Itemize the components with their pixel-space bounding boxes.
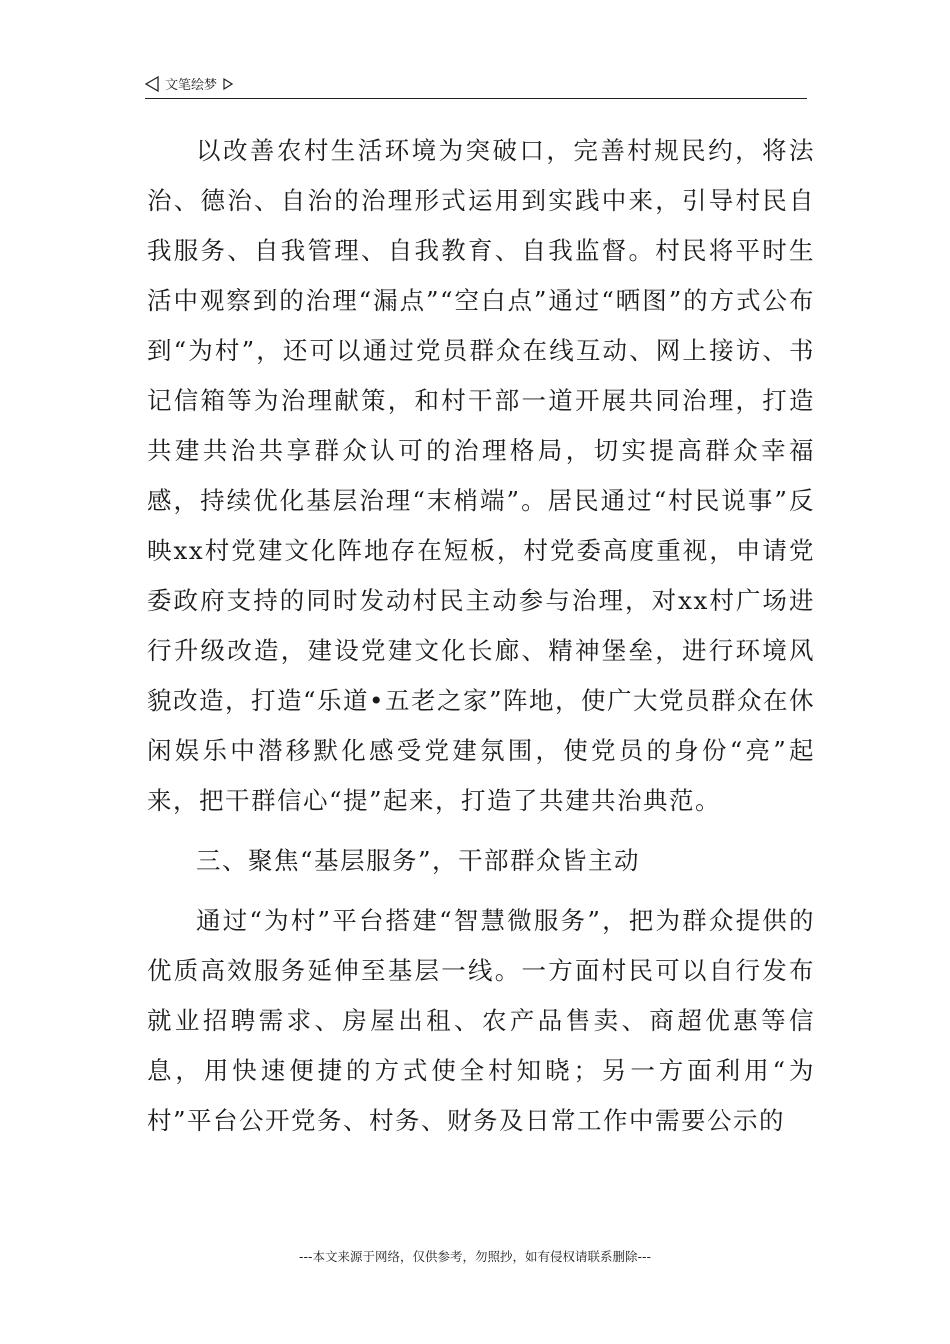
triangle-right-icon bbox=[223, 78, 233, 90]
brand-text: 文笔绘梦 bbox=[165, 78, 218, 93]
triangle-left-icon bbox=[145, 76, 159, 92]
footer-disclaimer: ---本文来源于网络，仅供参考，勿照抄，如有侵权请联系删除--- bbox=[298, 1249, 652, 1264]
brand bbox=[145, 74, 233, 93]
page-header bbox=[145, 72, 807, 99]
paragraph: 以改善农村生活环境为突破口，完善村规民约，将法治、德治、自治的治理形式运用到实践中来，引导村民自我服务、自我管理、自我教育、自我监督。村民将平时生活中观察到的治理“漏点”“空白点”通过“晒图”的方式公布到“为村”，还可以通过党员群众在线互动、网上接访、书记信箱等为治理献策，和村干部一道开展共同治理，打造共建共治共享群众认可的治理格局，切实提高群众幸福感，持续优化基层治理“末梢端”。居民通过“村民说事”反映xx村党建文化阵地存在短板，村党委高度重视，申请党委政府支持的同时发动村民主动参与治理，对xx村广场进行升级改造，建设党建文化长廊、精神堡垒，进行环境风貌改造，打造“乐道•五老之家”阵地，使广大党员群众在休闲娱乐中潜移默化感受党建氛围，使党员的身份“亮”起来，把干群信心“提”起来，打造了共建共治典范。 bbox=[147, 136, 815, 815]
paragraph: 通过“为村”平台搭建“智慧微服务”，把为群众提供的优质高效服务延伸至基层一线。一方面村民可以自行发布就业招聘需求、房屋出租、农产品售卖、商超优惠等信息，用快速便捷的方式使全村知晓；另一方面利用“为村”平台公开党务、村务、财务及日常工作中需要公示的 bbox=[147, 906, 815, 1135]
document-body bbox=[147, 126, 815, 1146]
section-heading: 三、聚焦“基层服务”，干部群众皆主动 bbox=[196, 846, 641, 875]
